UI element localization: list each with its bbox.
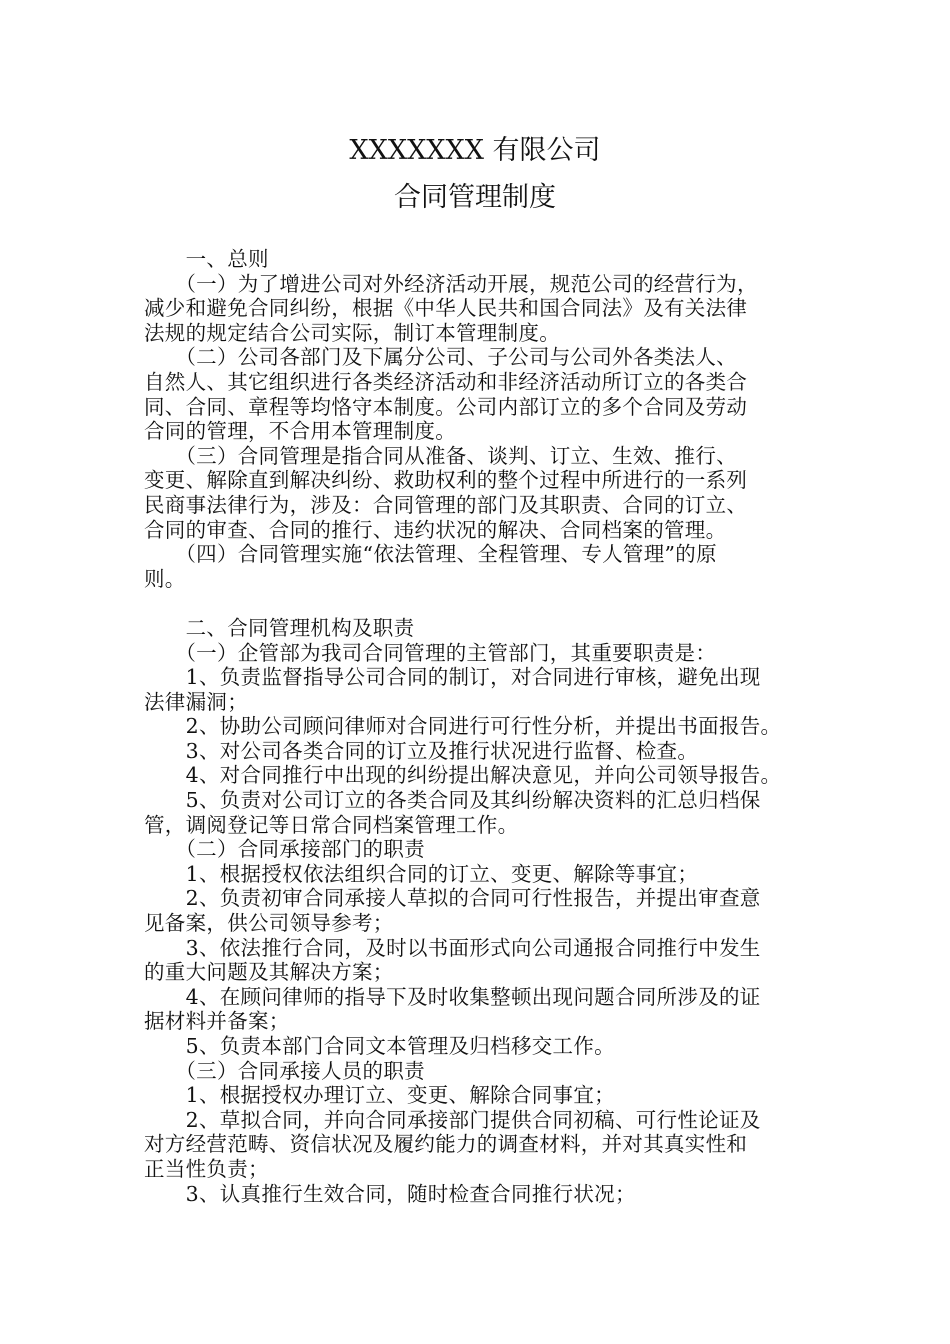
paragraph-line: 2、协助公司顾问律师对合同进行可行性分析，并提出书面报告。 (144, 714, 782, 739)
paragraph-line: 2、负责初审合同承接人草拟的合同可行性报告，并提出审查意 (144, 886, 761, 911)
paragraph-line: 民商事法律行为，涉及：合同管理的部门及其职责、合同的订立、 (144, 492, 748, 517)
paragraph-line: （三）合同管理是指合同从准备、谈判、订立、生效、推行、 (144, 443, 737, 468)
company-title: XXXXXXX 有限公司 (349, 135, 601, 166)
paragraph-line: 4、对合同推行中出现的纠纷提出解决意见，并向公司领导报告。 (144, 763, 782, 788)
paragraph-line: 管，调阅登记等日常合同档案管理工作。 (144, 812, 519, 837)
paragraph-line: 法规的规定结合公司实际，制订本管理制度。 (144, 320, 560, 345)
paragraph-line: （一）企管部为我司合同管理的主管部门，其重要职责是： (144, 640, 717, 665)
paragraph-line: （一）为了增进公司对外经济活动开展，规范公司的经营行为， (144, 271, 758, 296)
paragraph-line: 自然人、其它组织进行各类经济活动和非经济活动所订立的各类合 (144, 369, 748, 394)
paragraph-line: 据材料并备案； (144, 1009, 290, 1034)
paragraph-line: 减少和避免合同纠纷，根据《中华人民共和国合同法》及有关法律 (144, 296, 748, 321)
document-body (144, 247, 814, 1206)
paragraph-line: 3、对公司各类合同的订立及推行状况进行监督、检查。 (144, 738, 699, 763)
paragraph-line: 合同的管理，不合用本管理制度。 (144, 419, 456, 444)
paragraph-line: 5、负责本部门合同文本管理及归档移交工作。 (144, 1034, 615, 1058)
paragraph-line: 1、根据授权办理订立、变更、解除合同事宜； (144, 1083, 615, 1108)
paragraph-line: （二）公司各部门及下属分公司、子公司与公司外各类法人、 (144, 345, 737, 370)
paragraph-line: 变更、解除直到解决纠纷、救助权利的整个过程中所进行的一系列 (144, 468, 748, 493)
paragraph-line: 则。 (144, 566, 186, 591)
paragraph-line: 合同的审查、合同的推行、违约状况的解决、合同档案的管理。 (144, 517, 727, 542)
paragraph-line: （四）合同管理实施“依法管理、全程管理、专人管理”的原 (144, 542, 717, 567)
paragraph-line: （二）合同承接部门的职责 (144, 837, 425, 862)
paragraph-line: 2、草拟合同，并向合同承接部门提供合同初稿、可行性论证及 (144, 1107, 761, 1132)
paragraph-line: 对方经营范畴、资信状况及履约能力的调查材料，并对其真实性和 (144, 1132, 748, 1157)
blank-line (144, 591, 814, 616)
paragraph-line: 3、依法推行合同，及时以书面形式向公司通报合同推行中发生 (144, 935, 761, 960)
paragraph-line: 法律漏洞； (144, 689, 248, 714)
paragraph-line: 5、负责对公司订立的各类合同及其纠纷解决资料的汇总归档保 (144, 788, 761, 813)
paragraph-line: 正当性负责； (144, 1156, 269, 1181)
paragraph-line: （三）合同承接人员的职责 (144, 1058, 425, 1083)
paragraph-line: 见备案，供公司领导参考； (144, 911, 394, 936)
paragraph-line: 的重大问题及其解决方案； (144, 960, 394, 985)
paragraph-line: 1、负责监督指导公司合同的制订，对合同进行审核，避免出现 (144, 665, 761, 690)
paragraph-line: 同、合同、章程等均恪守本制度。公司内部订立的多个合同及劳动 (144, 394, 748, 419)
paragraph-line: 3、认真推行生效合同，随时检查合同推行状况； (144, 1181, 636, 1206)
document-title: 合同管理制度 (394, 182, 556, 213)
paragraph-line: 4、在顾问律师的指导下及时收集整顿出现问题合同所涉及的证 (144, 984, 761, 1009)
paragraph-line: 1、根据授权依法组织合同的订立、变更、解除等事宜； (144, 861, 699, 886)
paragraph-line: 二、合同管理机构及职责 (144, 615, 415, 640)
paragraph-line: 一、总则 (144, 247, 269, 271)
